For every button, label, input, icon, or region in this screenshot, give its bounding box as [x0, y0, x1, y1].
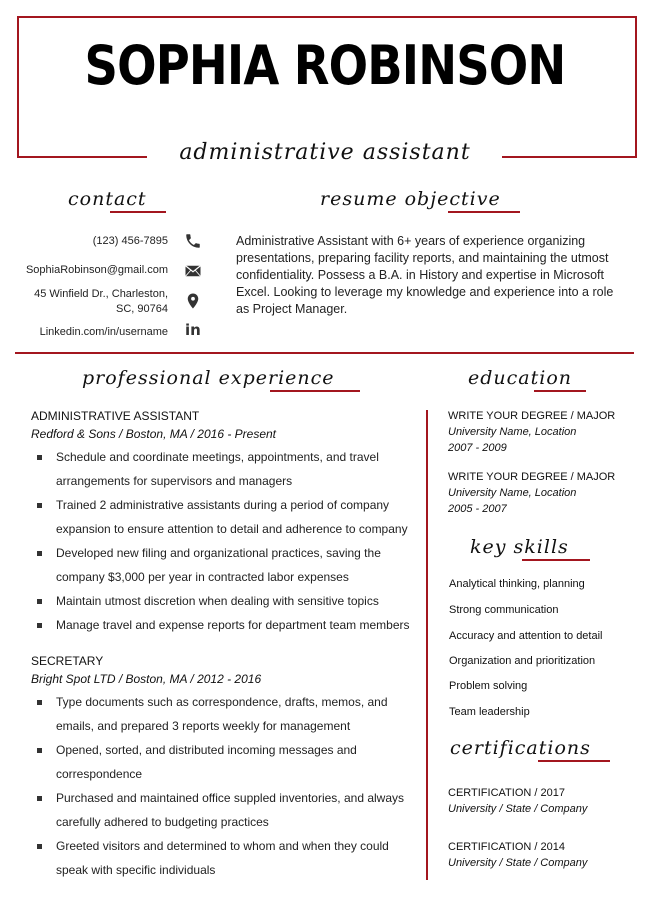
column-divider [426, 410, 428, 880]
skill-item: Accuracy and attention to detail [449, 630, 603, 642]
contact-linkedin: Linkedin.com/in/username [39, 326, 168, 338]
objective-text: Administrative Assistant with 6+ years of experience organizing presentations, preparing facility reports, and maintaining the utmost confidentiality. Possess a B.A. in History and expertise in Microsoft Excel. Looking to leverage my knowledge and experience into a role as Project Manager. [236, 234, 614, 316]
address-line1: 45 Winfield Dr., Charleston, [34, 288, 168, 300]
skill-item: Strong communication [449, 604, 559, 616]
education-years: 2007 - 2009 [448, 442, 507, 454]
heading-underline [448, 211, 520, 213]
objective-heading: resume objective [320, 188, 501, 210]
job-bullet: Opened, sorted, and distributed incoming messages and correspondence [56, 738, 418, 786]
certifications-heading: certifications [450, 737, 591, 759]
contact-address [34, 287, 168, 317]
skill-item: Problem solving [449, 680, 528, 692]
heading-underline [522, 559, 590, 561]
job-company-2: Bright Spot LTD / Boston, MA / 2012 - 2016 [31, 672, 262, 686]
education-degree: WRITE YOUR DEGREE / MAJOR [448, 410, 616, 422]
phone-icon [184, 232, 202, 250]
candidate-name: SOPHIA ROBINSON [84, 34, 566, 97]
heading-underline [538, 760, 610, 762]
job-title: administrative assistant [179, 140, 471, 165]
job-bullet: Greeted visitors and determined to whom and when they could speak with specific individuals [56, 834, 418, 882]
heading-underline [270, 390, 360, 392]
education-degree: WRITE YOUR DEGREE / MAJOR [448, 471, 616, 483]
title-rule-right [502, 156, 637, 158]
job-bullet: Manage travel and expense reports for department team members [56, 613, 418, 637]
job-company-1: Redford & Sons / Boston, MA / 2016 - Present [31, 427, 277, 441]
title-rule-left [17, 156, 147, 158]
education-school: University Name, Location [448, 487, 577, 499]
certification-org: University / State / Company [448, 857, 588, 869]
contact-phone: (123) 456-7895 [92, 235, 168, 247]
section-divider [15, 352, 634, 354]
skill-item: Analytical thinking, planning [449, 578, 585, 590]
certification-name: CERTIFICATION / 2014 [448, 841, 565, 853]
job-bullet: Purchased and maintained office suppled inventories, and always carefully adhered to budgeting practices [56, 786, 418, 834]
contact-email: SophiaRobinson@gmail.com [25, 264, 168, 276]
job-bullet: Trained 2 administrative assistants during a period of company expansion to ensure attention to detail and adherence to company [56, 493, 418, 541]
job-bullet: Developed new filing and organizational practices, saving the company $3,000 per year in contracted labor expenses [56, 541, 418, 589]
skills-heading: key skills [470, 536, 569, 558]
certification-name: CERTIFICATION / 2017 [448, 787, 565, 799]
skill-item: Organization and prioritization [449, 655, 596, 667]
job-bullet: Maintain utmost discretion when dealing with sensitive topics [56, 589, 418, 613]
heading-underline [534, 390, 586, 392]
address-line2: SC, 90764 [116, 303, 168, 315]
education-years: 2005 - 2007 [448, 503, 507, 515]
certification-org: University / State / Company [448, 803, 588, 815]
education-school: University Name, Location [448, 426, 577, 438]
contact-heading: contact [68, 188, 147, 210]
location-icon [184, 292, 202, 310]
skill-item: Team leadership [449, 706, 530, 718]
job-title-1: ADMINISTRATIVE ASSISTANT [31, 409, 200, 423]
job-title-2: SECRETARY [31, 654, 104, 668]
heading-underline [110, 211, 166, 213]
job-bullet: Type documents such as correspondence, drafts, memos, and emails, and prepared 3 reports weekly for management [56, 690, 418, 738]
email-icon [184, 262, 202, 280]
education-heading: education [468, 367, 572, 389]
job-bullet: Schedule and coordinate meetings, appointments, and travel arrangements for supervisors and managers [56, 445, 418, 493]
linkedin-icon: in [185, 321, 201, 339]
experience-heading: professional experience [82, 367, 335, 389]
